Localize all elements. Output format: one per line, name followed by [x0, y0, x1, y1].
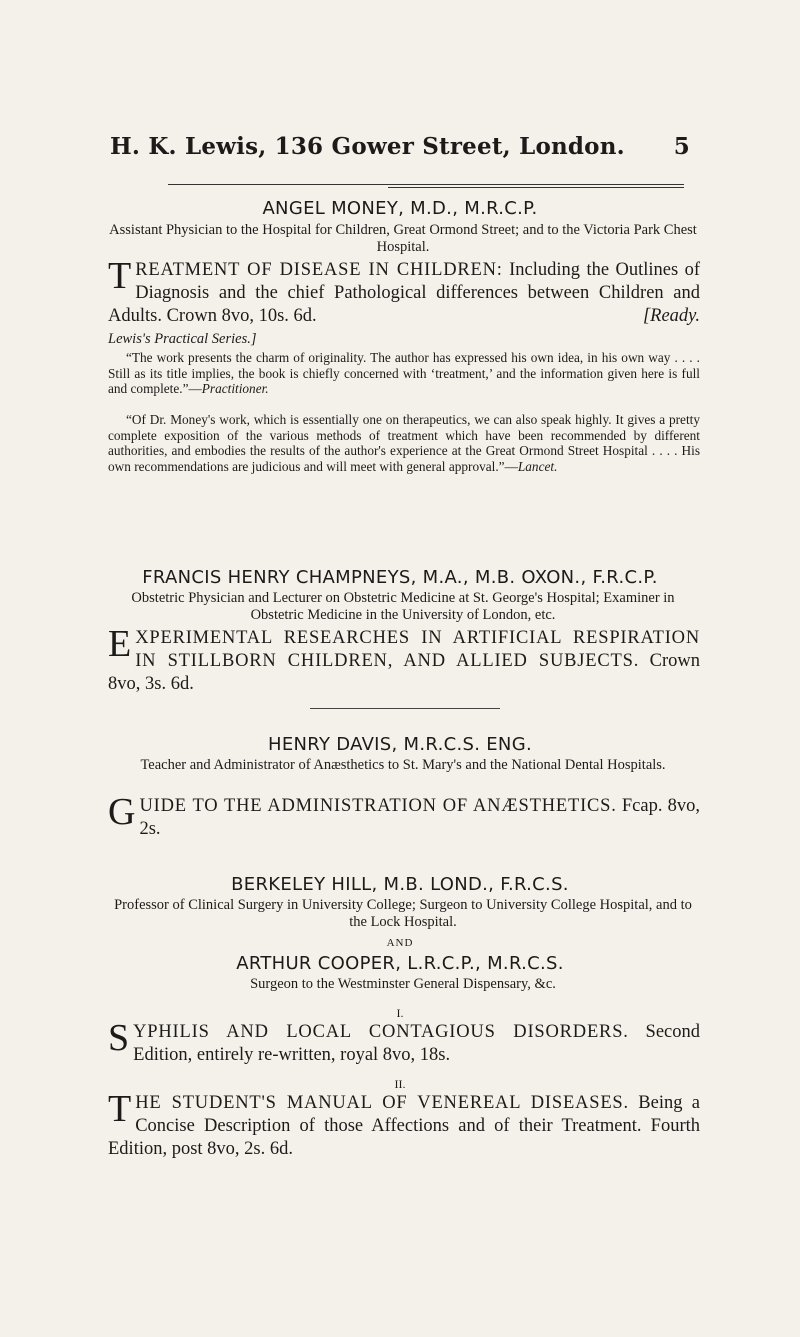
section-divider: [310, 708, 500, 709]
book-title: [108, 1088, 700, 1161]
work-numeral: II.: [394, 1077, 406, 1091]
review-text: “The work presents the charm of originality. The author has expressed his own idea, in his own way . . . . Still as its title implies, the book is chiefly concerned with ‘treatment,’ and the information given here is full and complete.”—: [108, 350, 700, 396]
header-rule: [168, 184, 684, 185]
review-source: Practitioner.: [201, 381, 269, 396]
author-name: HENRY DAVIS, M.R.C.S. ENG.: [268, 734, 532, 755]
title-description: Crown 8vo, 3s. 6d.: [108, 651, 700, 694]
book-title: [108, 623, 700, 696]
title-description: Second Edition, entirely re-written, royal 8vo, 18s.: [133, 1022, 700, 1065]
book-title: [108, 1017, 700, 1067]
drop-cap: G: [108, 791, 136, 833]
author-affiliation: Professor of Clinical Surgery in University College; Surgeon to University College Hospital, and to the Lock Hospital.: [114, 897, 692, 930]
coauthor-name: ARTHUR COOPER, L.R.C.P., M.R.C.S.: [236, 953, 564, 974]
author-name: FRANCIS HENRY CHAMPNEYS, M.A., M.B. OXON., F.R.C.P.: [142, 567, 658, 588]
review-source: Lancet.: [517, 458, 558, 474]
author-affiliation: Teacher and Administrator of Anæsthetics to St. Mary's and the National Dental Hospitals.: [140, 757, 666, 773]
author-affiliation: Assistant Physician to the Hospital for Children, Great Ormond Street; and to the Victoria Park Chest Hospital.: [109, 222, 697, 255]
book-title: [108, 791, 701, 841]
title-caps: REATMENT OF DISEASE IN CHILDREN:: [135, 260, 503, 280]
header-rule-short: [388, 187, 684, 188]
drop-cap: E: [108, 623, 132, 665]
title-description: Including the Outlines of Diagnosis and the chief Pathological differences between Children and Adults. Crown 8vo, 10s. 6d.: [108, 260, 700, 326]
publication-status: [Ready.: [642, 306, 700, 326]
author-affiliation: Obstetric Physician and Lecturer on Obstetric Medicine at St. George's Hospital; Examiner in Obstetric Medicine in the University of London, etc.: [131, 590, 675, 623]
drop-cap: T: [108, 255, 132, 297]
title-caps: UIDE TO THE ADMINISTRATION OF ANÆSTHETICS.: [139, 796, 617, 816]
title-caps: XPERIMENTAL RESEARCHES IN ARTIFICIAL RESPIRATION IN STILLBORN CHILDREN, AND ALLIED SUBJECTS.: [135, 628, 700, 671]
author-name: ANGEL MONEY, M.D., M.R.C.P.: [262, 198, 538, 219]
running-header: [110, 133, 690, 160]
review-quote: [108, 350, 700, 397]
header-title: H. K. Lewis, 136 Gower Street, London.: [110, 133, 625, 160]
review-text: “Of Dr. Money's work, which is essentially one on therapeutics, we can also speak highly. It gives a pretty complete exposition of the various methods of treatment which have been recommended by different authorities, and embodies the results of the author's experience at the Great Ormond Street Hospital . . . . His own recommendations are judicious and will meet with general approval.”—: [108, 412, 700, 474]
book-title: [108, 255, 700, 328]
coauthor-affiliation: Surgeon to the Westminster General Dispensary, &c.: [250, 976, 556, 992]
conjunction: AND: [386, 937, 414, 949]
page-number: 5: [673, 133, 690, 160]
title-caps: YPHILIS AND LOCAL CONTAGIOUS DISORDERS.: [133, 1022, 629, 1042]
author-name: BERKELEY HILL, M.B. LOND., F.R.C.S.: [231, 874, 569, 895]
title-caps: HE STUDENT'S MANUAL OF VENEREAL DISEASES.: [135, 1093, 629, 1113]
work-numeral: I.: [396, 1006, 404, 1020]
series-note: Lewis's Practical Series.]: [108, 331, 257, 347]
review-quote: [108, 412, 700, 474]
title-description: Being a Concise Description of those Affections and of their Treatment. Fourth Edition, post 8vo, 2s. 6d.: [108, 1093, 700, 1159]
drop-cap: S: [108, 1017, 130, 1059]
title-description: Fcap. 8vo, 2s.: [139, 796, 701, 839]
drop-cap: T: [108, 1088, 132, 1130]
